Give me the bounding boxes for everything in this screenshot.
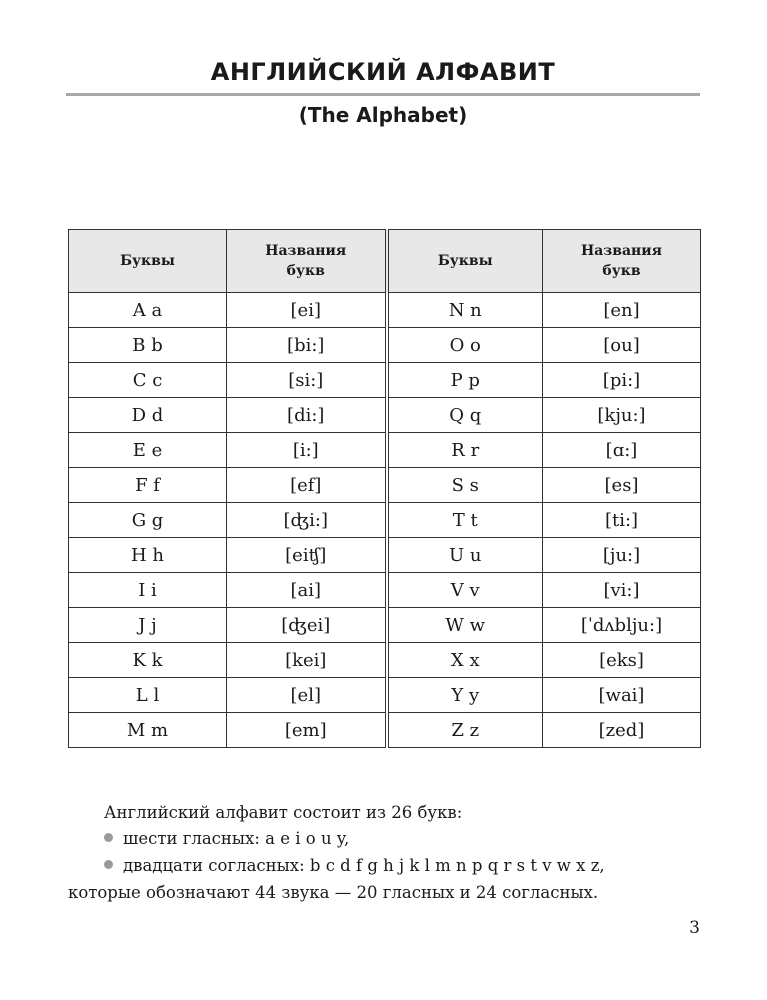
page-number: 3 (689, 918, 700, 938)
name-cell: [eiʧ] (227, 538, 387, 573)
name-cell: [eks] (543, 643, 701, 678)
letter-cell: C c (69, 363, 227, 398)
letter-cell: M m (69, 713, 227, 748)
name-cell: [bi:] (227, 328, 387, 363)
table-row (69, 573, 701, 608)
name-cell: [zed] (543, 713, 701, 748)
name-cell: [en] (543, 293, 701, 328)
table-header-row (69, 230, 701, 293)
page-subtitle: (The Alphabet) (298, 103, 468, 127)
name-cell: [ei] (227, 293, 387, 328)
table-row (69, 538, 701, 573)
title-divider (66, 93, 700, 96)
vowels-text: шести гласных: a e i o u y, (123, 829, 350, 848)
letter-cell: Z z (387, 713, 543, 748)
table-row (69, 363, 701, 398)
header-names-left (227, 230, 387, 293)
name-cell: [si:] (227, 363, 387, 398)
name-cell: [i:] (227, 433, 387, 468)
letter-cell: O o (387, 328, 543, 363)
table-row (69, 713, 701, 748)
name-cell: [ti:] (543, 503, 701, 538)
letter-cell: F f (69, 468, 227, 503)
name-cell: [ʤei] (227, 608, 387, 643)
name-cell: [em] (227, 713, 387, 748)
letter-cell: K k (69, 643, 227, 678)
letter-cell: R r (387, 433, 543, 468)
name-cell: [ɑ:] (543, 433, 701, 468)
letter-cell: Y y (387, 678, 543, 713)
header-names-right (543, 230, 701, 293)
name-cell: [pi:] (543, 363, 701, 398)
header-letters-right: Буквы (387, 230, 543, 293)
letter-cell: I i (69, 573, 227, 608)
header-names-line2: букв (602, 263, 641, 279)
letter-cell: D d (69, 398, 227, 433)
intro-text: Английский алфавит состоит из 26 букв: (104, 803, 463, 822)
name-cell: [wai] (543, 678, 701, 713)
letter-cell: P p (387, 363, 543, 398)
table-row (69, 643, 701, 678)
letter-cell: X x (387, 643, 543, 678)
name-cell: [ʤi:] (227, 503, 387, 538)
name-cell: [ef] (227, 468, 387, 503)
letter-cell: T t (387, 503, 543, 538)
table-row (69, 433, 701, 468)
sounds-text: которые обозначают 44 звука — 20 гласных и 24 согласных. (68, 883, 599, 902)
table-row (69, 398, 701, 433)
name-cell: [ˈdʌblju:] (543, 608, 701, 643)
table-row (69, 608, 701, 643)
table-row (69, 328, 701, 363)
bullet-icon (104, 833, 113, 842)
name-cell: [es] (543, 468, 701, 503)
bullet-icon (104, 860, 113, 869)
letter-cell: E e (69, 433, 227, 468)
header-names-line1: Названия (580, 243, 662, 259)
letter-cell: W w (387, 608, 543, 643)
consonants-item (104, 856, 744, 875)
letter-cell: J j (69, 608, 227, 643)
alphabet-table (68, 229, 701, 748)
table-row (69, 293, 701, 328)
header-names-line1: Названия (265, 243, 347, 259)
name-cell: [kei] (227, 643, 387, 678)
consonants-text: двадцати согласных: b c d f g h j k l m n p q r s t v w x z, (123, 856, 605, 875)
name-cell: [el] (227, 678, 387, 713)
letter-cell: G g (69, 503, 227, 538)
letter-cell: S s (387, 468, 543, 503)
name-cell: [vi:] (543, 573, 701, 608)
letter-cell: L l (69, 678, 227, 713)
vowels-item (104, 829, 744, 848)
letter-cell: A a (69, 293, 227, 328)
table-row (69, 468, 701, 503)
name-cell: [kju:] (543, 398, 701, 433)
name-cell: [ou] (543, 328, 701, 363)
alphabet-table-body (69, 293, 701, 748)
table-row (69, 678, 701, 713)
letter-cell: B b (69, 328, 227, 363)
letter-cell: Q q (387, 398, 543, 433)
name-cell: [di:] (227, 398, 387, 433)
table-row (69, 503, 701, 538)
header-letters-left: Буквы (69, 230, 227, 293)
letter-cell: N n (387, 293, 543, 328)
letter-cell: V v (387, 573, 543, 608)
name-cell: [ai] (227, 573, 387, 608)
letter-cell: U u (387, 538, 543, 573)
header-names-line2: букв (286, 263, 325, 279)
letter-cell: H h (69, 538, 227, 573)
page-title: АНГЛИЙСКИЙ АЛФАВИТ (210, 58, 556, 86)
name-cell: [ju:] (543, 538, 701, 573)
